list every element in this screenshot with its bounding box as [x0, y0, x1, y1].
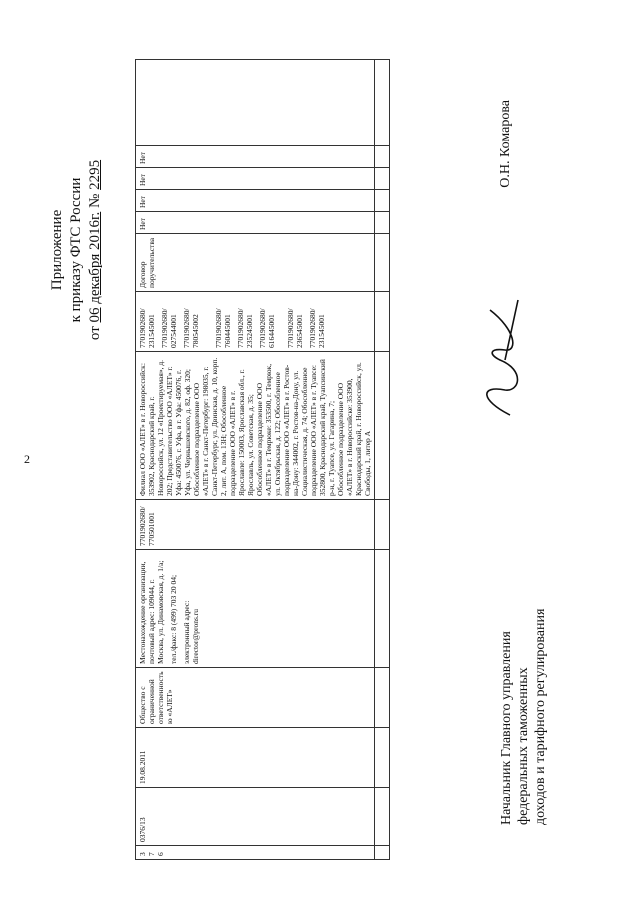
cell-flag-2: Нет	[136, 190, 375, 212]
cell-date: 19.08.2011	[136, 728, 375, 788]
cell-kpp: 7701902680/ 231545001 7701902680/ 027544001 7701902680/ 780545002 7701902680/ 760445001 7701902680/ 235245001 7701902680/ 616445001 7701902680/ 236545001 7701902680/ 231545001	[136, 292, 375, 352]
order-month-year: декабря 2016г.	[87, 211, 103, 304]
cell-flag-4: Нет	[136, 146, 375, 168]
order-reference: к приказу ФТС России	[68, 177, 84, 323]
appendix-header	[48, 120, 105, 380]
cell-branches: Филиал ООО «АЛЕТ» в г. Новороссийск: 353902, Краснодарский край, г. Новороссийск, ул. 12 «Проектируемая», д. 202; Представительство ООО «АЛЕТ» г. Уфа: 450076, г. Уфа, в г. Уфа: 450076, г. Уфа, ул. Чернышевского, д. 82, оф. 320; Обособленное подразделение ООО «АЛЕТ» в г. Санкт-Петербург: 198035, г. Санкт-Петербург, ул. Двинская, д. 10, корп. 2, лит. А, пом. 13Н; Обособленное подразделение ООО «АЛЕТ» в г. Ярославле: 150003, Ярославская обл., г. Ярославль, ул. Советская, д. 35; Обособленное подразделение ООО «АЛЕТ» в г. Темрюке: 353500, г. Темрюк, ул. Октябрьская, д. 122; Обособленное подразделение ООО «АЛЕТ» в г. Ростов-на-Дону: 344002, г. Ростов-на-Дону, ул. Социалистическая, д. 74; Обособленное подразделение ООО «АЛЕТ» в г. Туапсе: 352800, Краснодарский край, Туапсинский р-н, г. Туапсе, ул. Гагарина, 7; Обособленное подразделение ООО «АЛЕТ» в г. Новороссийске: 353900, Краснодарский край, г. Новороссийск, ул. Свободы, 1, литер А	[136, 352, 375, 500]
cell-inn: 7701902680/ 770501001	[136, 500, 375, 550]
table-row-empty	[375, 60, 390, 860]
signatory-name: О.Н. Комарова	[498, 100, 513, 188]
page-number: 2	[24, 452, 30, 466]
appendix-title: Приложение	[49, 209, 65, 291]
cell-flag-3: Нет	[136, 168, 375, 190]
handwritten-signature	[470, 290, 540, 420]
cell-flag-1: Нет	[136, 212, 375, 234]
rotated-document	[40, 60, 600, 860]
table-row	[136, 60, 375, 860]
order-day: 06	[87, 307, 103, 323]
cell-location: Местонахождение организации, почтовый адрес: 109044, г. Москва, ул. Динамовская, д. 1/а; тел./факс: 8 (499) 703 20 04; электронный адрес: director@prons.ru	[136, 550, 375, 668]
cell-empty	[136, 60, 375, 146]
registry-table	[135, 59, 390, 860]
cell-name: Общество с ограниченной ответственностью «АЛЕТ»	[136, 668, 375, 728]
cell-basis: Договор поручительства	[136, 234, 375, 292]
order-date-number: от 06 декабря 2016г. № 2295	[87, 159, 103, 341]
cell-reg-no: 0376/13	[136, 788, 375, 846]
signatory-title: Начальник Главного управления федеральных таможенных доходов и тарифного регулирования	[499, 608, 548, 825]
order-number: 2295	[87, 159, 103, 190]
cell-num: 376	[136, 846, 375, 860]
